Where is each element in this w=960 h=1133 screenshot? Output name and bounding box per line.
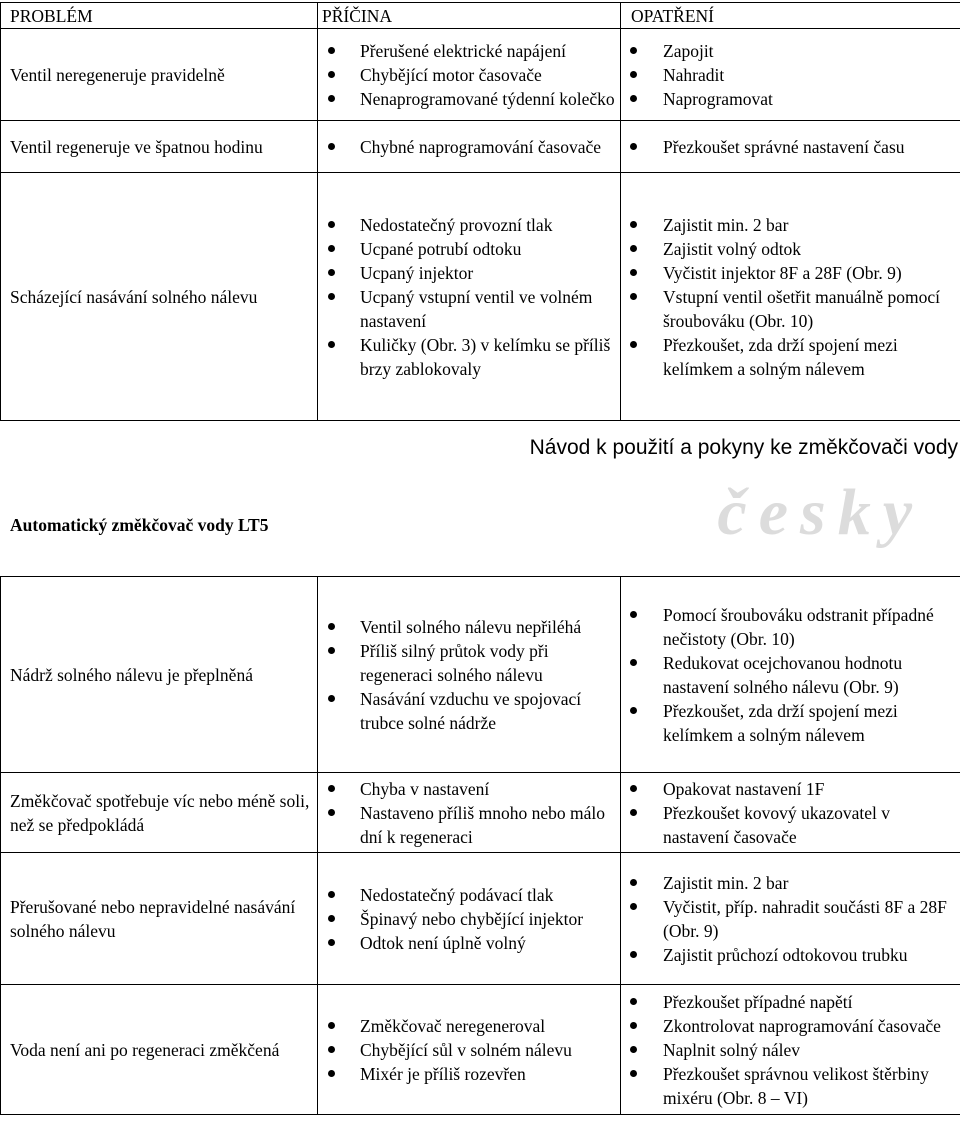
list-item: Nedostatečný provozní tlak <box>318 213 620 237</box>
action-cell <box>621 773 960 853</box>
troubleshooting-table-bottom <box>0 576 960 1115</box>
action-list <box>621 990 960 1110</box>
problem-cell: Ventil regeneruje ve špatnou hodinu <box>1 121 318 173</box>
list-item: Zajistit min. 2 bar <box>621 213 960 237</box>
list-item: Opakovat nastavení 1F <box>621 777 960 801</box>
list-item: Přezkoušet, zda drží spojení mezi kelímkem a solným nálevem <box>621 333 960 381</box>
cause-cell <box>318 173 621 421</box>
list-item: Přerušené elektrické napájení <box>318 39 620 63</box>
list-item: Ucpaný injektor <box>318 261 620 285</box>
list-item: Zapojit <box>621 39 960 63</box>
cause-cell <box>318 853 621 985</box>
list-item: Ucpané potrubí odtoku <box>318 237 620 261</box>
list-item: Odtok není úplně volný <box>318 931 620 955</box>
list-item: Přezkoušet správnou velikost štěrbiny mixéru (Obr. 8 – VI) <box>621 1062 960 1110</box>
table-row <box>1 985 960 1115</box>
action-cell <box>621 121 960 173</box>
cause-list <box>318 135 620 159</box>
list-item: Zajistit min. 2 bar <box>621 871 960 895</box>
table-row <box>1 773 960 853</box>
list-item: Pomocí šroubováku odstranit případné nečistoty (Obr. 10) <box>621 603 960 651</box>
list-item: Nasávání vzduchu ve spojovací trubce solné nádrže <box>318 687 620 735</box>
list-item: Ventil solného nálevu nepřiléhá <box>318 615 620 639</box>
table-row <box>1 577 960 773</box>
action-list <box>621 135 960 159</box>
cause-cell <box>318 773 621 853</box>
list-item: Vstupní ventil ošetřit manuálně pomocí šroubováku (Obr. 10) <box>621 285 960 333</box>
action-list <box>621 39 960 111</box>
list-item: Změkčovač neregeneroval <box>318 1014 620 1038</box>
list-item: Ucpaný vstupní ventil ve volném nastavení <box>318 285 620 333</box>
list-item: Zkontrolovat naprogramování časovače <box>621 1014 960 1038</box>
action-cell <box>621 173 960 421</box>
header-problem: PROBLÉM <box>1 3 318 29</box>
list-item: Kuličky (Obr. 3) v kelímku se příliš brzy zablokovaly <box>318 333 620 381</box>
cause-list <box>318 615 620 735</box>
cause-cell <box>318 985 621 1115</box>
list-item: Nenaprogramované týdenní kolečko <box>318 87 620 111</box>
list-item: Naprogramovat <box>621 87 960 111</box>
cause-list <box>318 213 620 381</box>
table-header-row <box>1 3 960 29</box>
list-item: Přezkoušet případné napětí <box>621 990 960 1014</box>
cause-list <box>318 39 620 111</box>
action-cell <box>621 577 960 773</box>
list-item: Naplnit solný nálev <box>621 1038 960 1062</box>
problem-cell: Ventil neregeneruje pravidelně <box>1 29 318 121</box>
table-row <box>1 29 960 121</box>
product-title: Automatický změkčovač vody LT5 <box>10 515 269 535</box>
list-item: Nahradit <box>621 63 960 87</box>
action-cell <box>621 985 960 1115</box>
list-item: Vyčistit, příp. nahradit součásti 8F a 28F (Obr. 9) <box>621 895 960 943</box>
list-item: Přezkoušet kovový ukazovatel v nastavení časovače <box>621 801 960 849</box>
action-cell <box>621 853 960 985</box>
problem-cell: Nádrž solného nálevu je přeplněná <box>1 577 318 773</box>
list-item: Chybějící sůl v solném nálevu <box>318 1038 620 1062</box>
cause-cell <box>318 577 621 773</box>
action-list <box>621 777 960 849</box>
list-item: Špinavý nebo chybějící injektor <box>318 907 620 931</box>
cause-cell <box>318 29 621 121</box>
table-row <box>1 121 960 173</box>
list-item: Zajistit volný odtok <box>621 237 960 261</box>
header-action: OPATŘENÍ <box>621 3 960 29</box>
troubleshooting-table-top <box>0 2 960 421</box>
list-item: Chybné naprogramování časovače <box>318 135 620 159</box>
list-item: Nedostatečný podávací tlak <box>318 883 620 907</box>
table-row <box>1 173 960 421</box>
list-item: Vyčistit injektor 8F a 28F (Obr. 9) <box>621 261 960 285</box>
list-item: Mixér je příliš rozevřen <box>318 1062 620 1086</box>
list-item: Přezkoušet, zda drží spojení mezi kelímkem a solným nálevem <box>621 699 960 747</box>
cause-list <box>318 1014 620 1086</box>
problem-cell: Scházející nasávání solného nálevu <box>1 173 318 421</box>
list-item: Přezkoušet správné nastavení času <box>621 135 960 159</box>
action-list <box>621 871 960 967</box>
list-item: Redukovat ocejchovanou hodnotu nastavení solného nálevu (Obr. 9) <box>621 651 960 699</box>
problem-cell: Změkčovač spotřebuje víc nebo méně soli, než se předpokládá <box>1 773 318 853</box>
list-item: Nastaveno příliš mnoho nebo málo dní k regeneraci <box>318 801 620 849</box>
action-list <box>621 603 960 747</box>
language-watermark: česky <box>717 476 924 549</box>
problem-cell: Voda není ani po regeneraci změkčená <box>1 985 318 1115</box>
table-row <box>1 853 960 985</box>
cause-list <box>318 883 620 955</box>
document-subtitle: Návod k použití a pokyny ke změkčovači vody <box>529 436 958 459</box>
action-list <box>621 213 960 381</box>
problem-cell: Přerušované nebo nepravidelné nasávání solného nálevu <box>1 853 318 985</box>
cause-cell <box>318 121 621 173</box>
action-cell <box>621 29 960 121</box>
list-item: Příliš silný průtok vody při regeneraci solného nálevu <box>318 639 620 687</box>
header-cause: PŘÍČINA <box>318 3 621 29</box>
list-item: Chyba v nastavení <box>318 777 620 801</box>
cause-list <box>318 777 620 849</box>
list-item: Chybějící motor časovače <box>318 63 620 87</box>
list-item: Zajistit průchozí odtokovou trubku <box>621 943 960 967</box>
